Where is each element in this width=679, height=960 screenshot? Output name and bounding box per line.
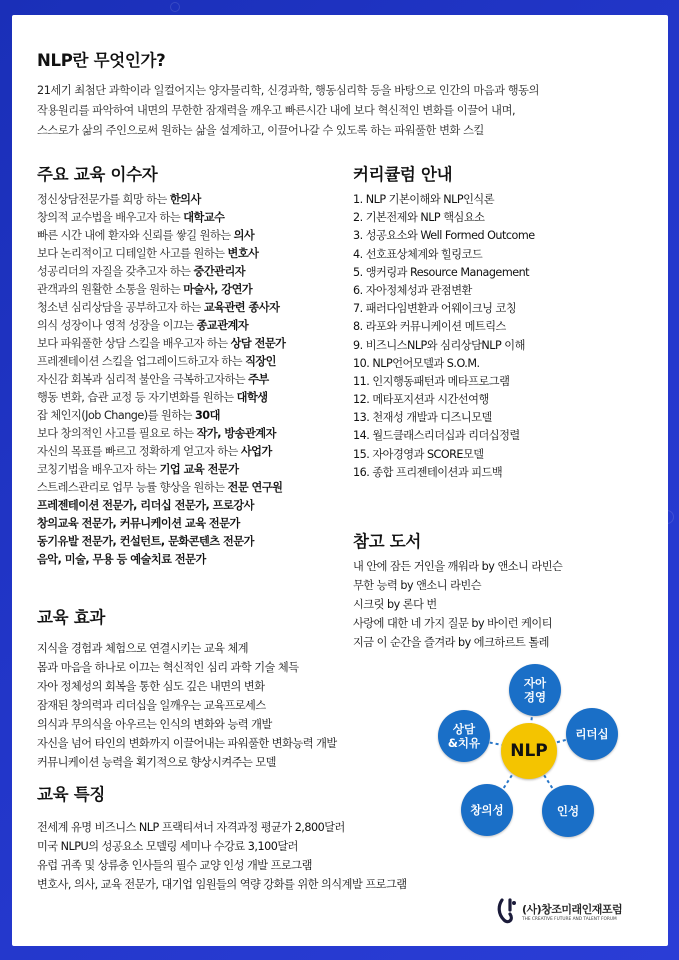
trainee-role: 교육관련 종사자 — [203, 301, 280, 314]
curriculum-title: 커리큘럼 안내 — [353, 165, 453, 184]
trainee-item — [37, 515, 286, 533]
trainee-desc: 성공리더의 자질을 갖추고자 하는 — [37, 265, 194, 278]
trainee-item — [37, 407, 286, 425]
trainee-item — [37, 191, 286, 209]
curriculum-item: 6. 자아정체성과 관점변환 — [353, 283, 472, 297]
trainee-item — [37, 353, 286, 371]
trainee-role: 작가, 방송관계자 — [196, 427, 276, 440]
book-item: 사랑에 대한 네 가지 질문 by 바이런 케이티 — [353, 617, 553, 630]
intro-line: 스스로가 삶의 주인으로써 원하는 삶을 설계하고, 이끌어나갈 수 있도록 하는 파워풀한 변화 스킬 — [37, 124, 484, 137]
trainee-role: 동기유발 전문가, 컨설턴트, 문화콘텐츠 전문가 — [37, 535, 254, 548]
curriculum-item: 12. 메타포지션과 시간선여행 — [353, 393, 489, 407]
trainee-item — [37, 551, 286, 569]
center-label: NLP — [510, 741, 548, 761]
curriculum-item: 15. 자아경영과 SCORE모델 — [353, 447, 484, 461]
curriculum-item: 2. 기본전제와 NLP 핵심요소 — [353, 211, 485, 225]
features-list — [37, 818, 407, 894]
trainee-role: 직장인 — [245, 355, 276, 368]
effect-item: 잠재된 창의력과 리더십을 일깨우는 교육프로세스 — [37, 699, 266, 712]
trainee-desc: 자신의 목표를 빠르고 정확하게 얻고자 하는 — [37, 445, 241, 458]
trainee-desc: 관객과의 원활한 소통을 원하는 — [37, 283, 184, 296]
trainee-item — [37, 389, 286, 407]
trainees-list — [37, 191, 286, 569]
effect-item: 지식을 경험과 체험으로 연결시키는 교육 체계 — [37, 642, 249, 655]
curriculum-item: 3. 성공요소와 Well Formed Outcome — [353, 229, 535, 243]
trainee-desc: 정신상담전문가를 희망 하는 — [37, 193, 170, 206]
trainee-desc: 행동 변화, 습관 교정 등 자기변화를 원하는 — [37, 391, 237, 404]
books-list — [353, 557, 562, 652]
node-self-management — [509, 664, 561, 716]
trainee-item — [37, 497, 286, 515]
trainee-desc: 잡 체인지(Job Change)를 원하는 — [37, 409, 195, 422]
trainee-desc: 청소년 심리상담을 공부하고자 하는 — [37, 301, 204, 314]
effect-item: 자아 정체성의 회복을 통한 심도 깊은 내면의 변화 — [37, 680, 265, 693]
trainee-desc: 빠른 시간 내에 환자와 신뢰를 쌓길 원하는 — [37, 229, 234, 242]
curriculum-item: 7. 패러다임변환과 어웨이크닝 코칭 — [353, 302, 517, 316]
node-counseling — [438, 710, 490, 762]
feature-item: 유럽 귀족 및 상류층 인사들의 필수 교양 인성 개발 프로그램 — [37, 859, 312, 872]
trainee-desc: 프레젠테이션 스킬을 업그레이드하고자 하는 — [37, 355, 246, 368]
node-label: 상담 &치유 — [447, 722, 481, 750]
trainee-item — [37, 425, 286, 443]
intro-title: NLP란 무엇인가? — [37, 51, 166, 70]
trainee-role: 기업 교육 전문가 — [159, 463, 239, 476]
intro-paragraph — [37, 81, 647, 141]
trainee-item — [37, 245, 286, 263]
background-circle — [170, 2, 180, 12]
trainee-item — [37, 263, 286, 281]
trainee-role: 대학교수 — [183, 211, 225, 224]
trainee-desc: 보다 파워풀한 상담 스킬을 배우고자 하는 — [37, 337, 231, 350]
trainee-role: 창의교육 전문가, 커뮤니케이션 교육 전문가 — [37, 517, 240, 530]
books-title: 참고 도서 — [353, 532, 422, 551]
trainee-item — [37, 371, 286, 389]
trainee-item — [37, 533, 286, 551]
trainee-item — [37, 281, 286, 299]
trainee-role: 전문 연구원 — [227, 481, 283, 494]
trainee-item — [37, 443, 286, 461]
node-nlp-center — [501, 723, 557, 779]
trainee-item — [37, 479, 286, 497]
logo-name: (사)창조미래인재포럼 — [522, 903, 623, 916]
trainee-desc: 보다 창의적인 사고를 필요로 하는 — [37, 427, 197, 440]
node-label: 자아 경영 — [523, 676, 547, 704]
trainee-desc: 의식 성장이나 영적 성장을 이끄는 — [37, 319, 197, 332]
curriculum-list — [353, 191, 535, 482]
trainee-desc: 자신감 회복과 심리적 불안을 극복하고자하는 — [37, 373, 249, 386]
trainee-role: 변호사 — [227, 247, 259, 260]
trainee-role: 프레젠테이션 전문가, 리더십 전문가, 프로강사 — [37, 499, 254, 512]
effect-item: 자신을 넘어 타인의 변화까지 이끌어내는 파워풀한 변화능력 개발 — [37, 737, 337, 750]
trainee-role: 종교관계자 — [196, 319, 249, 332]
logo-subtitle: THE CREATIVE FUTURE AND TALENT FORUM — [522, 917, 617, 922]
curriculum-item: 5. 앵커링과 Resource Management — [353, 265, 530, 279]
curriculum-item: 11. 인지행동패턴과 메타프로그램 — [353, 374, 510, 388]
trainee-role: 의사 — [233, 229, 255, 242]
trainee-item — [37, 209, 286, 227]
intro-line: 작용원리를 파악하여 내면의 무한한 잠재력을 깨우고 빠른시간 내에 보다 혁신적인 변화를 이끌어 내며, — [37, 104, 516, 117]
trainee-role: 마술사, 강연가 — [183, 283, 253, 296]
trainee-desc: 창의적 교수법을 배우고자 하는 — [37, 211, 184, 224]
trainee-desc: 코칭기법을 배우고자 하는 — [37, 463, 160, 476]
trainee-role: 상담 전문가 — [230, 337, 286, 350]
effects-list — [37, 639, 337, 772]
curriculum-item: 1. NLP 기본이해와 NLP인식론 — [353, 193, 494, 206]
trainee-role: 30대 — [195, 409, 220, 422]
logo-mark-icon — [496, 898, 518, 924]
effect-item: 커뮤니케이션 능력을 획기적으로 향상시켜주는 모델 — [37, 756, 276, 769]
trainee-role: 대학생 — [236, 391, 268, 404]
curriculum-item: 10. NLP언어모델과 S.O.M. — [353, 356, 480, 370]
trainee-item — [37, 461, 286, 479]
feature-item: 변호사, 의사, 교육 전문가, 대기업 임원들의 역량 강화를 위한 의식계발 프로그램 — [37, 878, 407, 891]
effects-title: 교육 효과 — [37, 608, 106, 627]
effect-item: 몸과 마음을 하나로 이끄는 혁신적인 심리 과학 기술 체득 — [37, 661, 299, 674]
trainee-item — [37, 335, 286, 353]
book-item: 무한 능력 by 앤소니 라빈슨 — [353, 579, 482, 592]
curriculum-item: 4. 선호표상체계와 힐링코드 — [353, 247, 483, 261]
book-item: 지금 이 순간을 즐겨라 by 에크하르트 톨레 — [353, 636, 549, 649]
features-title: 교육 특징 — [37, 785, 106, 804]
trainee-item — [37, 317, 286, 335]
nlp-diagram — [415, 645, 640, 845]
node-leadership — [566, 708, 618, 760]
trainee-role: 주부 — [248, 373, 269, 386]
book-item: 내 안에 잠든 거인을 깨워라 by 앤소니 라빈슨 — [353, 560, 563, 573]
trainee-item — [37, 227, 286, 245]
trainee-desc: 보다 논리적이고 디테일한 사고를 원하는 — [37, 247, 228, 260]
curriculum-item: 14. 월드클래스리더십과 리더십정렬 — [353, 429, 520, 443]
node-character — [542, 785, 594, 837]
curriculum-item: 16. 종합 프리젠테이션과 피드백 — [353, 465, 503, 479]
feature-item: 미국 NLPU의 성공요소 모델링 세미나 수강료 3,100달러 — [37, 840, 298, 853]
trainee-role: 사업가 — [240, 445, 272, 458]
trainee-role: 음악, 미술, 무용 등 예술치료 전문가 — [37, 553, 206, 566]
trainees-title: 주요 교육 이수자 — [37, 165, 158, 184]
trainee-role: 중간관리자 — [193, 265, 246, 278]
feature-item: 전세계 유명 비즈니스 NLP 프랙티셔너 자격과정 평균가 2,800달러 — [37, 821, 345, 834]
intro-line: 21세기 최첨단 과학이라 일컬어지는 양자물리학, 신경과학, 행동심리학 등을 바탕으로 인간의 마음과 행동의 — [37, 84, 539, 97]
node-label: 인성 — [556, 804, 580, 818]
curriculum-item: 8. 라포와 커뮤니케이션 메트릭스 — [353, 320, 506, 334]
trainee-role: 한의사 — [169, 193, 201, 206]
organization-logo — [496, 898, 656, 928]
curriculum-item: 9. 비즈니스NLP와 심리상담NLP 이해 — [353, 338, 525, 352]
node-creativity — [461, 784, 513, 836]
curriculum-item: 13. 천재성 개발과 디즈니모델 — [353, 411, 492, 425]
effect-item: 의식과 무의식을 아우르는 인식의 변화와 능력 개발 — [37, 718, 272, 731]
trainee-desc: 스트레스관리로 업무 능률 향상을 원하는 — [37, 481, 228, 494]
book-item: 시크릿 by 론다 번 — [353, 598, 437, 611]
node-label: 리더십 — [575, 727, 609, 741]
trainee-item — [37, 299, 286, 317]
node-label: 창의성 — [470, 803, 504, 817]
